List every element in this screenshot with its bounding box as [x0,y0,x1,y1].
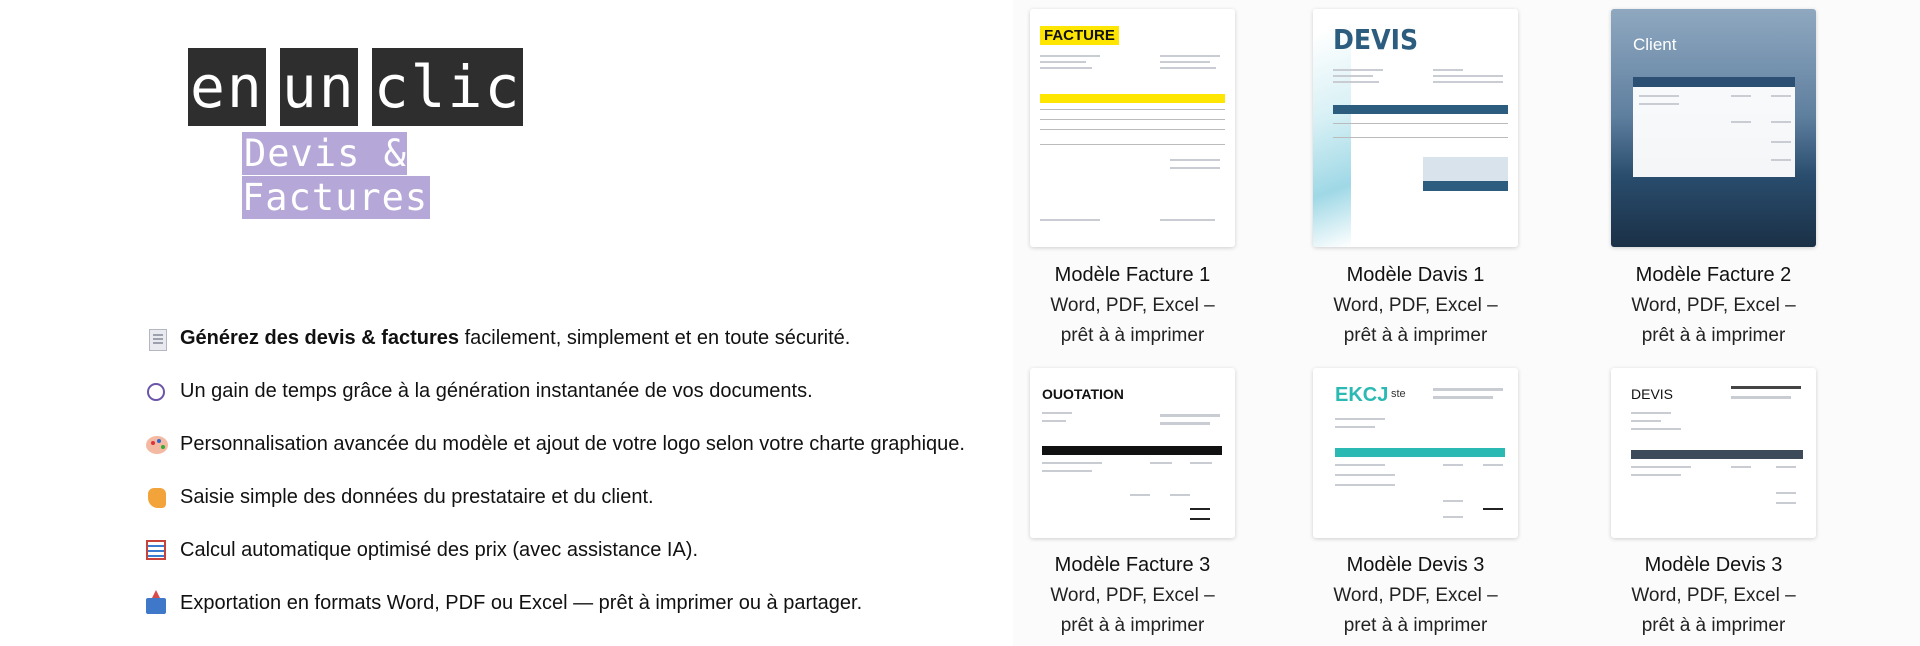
feature-text: Calcul automatique optimisé des prix (avec assistance IA). [180,539,699,561]
template-formats: Word, PDF, Excel – [1333,585,1498,606]
feature-item [146,577,1006,630]
raised-hand-icon [146,487,168,509]
logo-wordmark [188,48,523,126]
logo-subtitle: Devis & Factures [242,132,429,219]
thumbnail-title: Client [1633,35,1677,54]
logo-word-clic: clic [372,48,524,126]
template-thumbnail[interactable] [1313,368,1518,538]
template-thumbnail[interactable] [1611,368,1816,538]
thumbnail-title: EKCJ [1335,384,1389,406]
template-title[interactable]: Modèle Facture 1 [1054,264,1211,286]
feature-text: Un gain de temps grâce à la génération instantanée de vos documents. [180,380,813,402]
template-formats: Word, PDF, Excel – [1631,295,1796,316]
brand-logo [188,48,608,219]
palette-icon [146,434,168,456]
feature-item [146,418,1006,471]
template-thumbnail[interactable] [1030,368,1235,538]
template-title[interactable]: Modèle Devis 3 [1346,554,1485,576]
export-icon [146,593,168,615]
abacus-icon [146,540,168,562]
feature-text: Saisie simple des données du prestataire et du client. [180,486,654,508]
template-status: prêt à à imprimer [1641,615,1786,636]
feature-list [146,312,1006,630]
thumbnail-title: DEVIS [1333,23,1419,56]
logo-word-en: en [188,48,266,126]
template-status: prêt à à imprimer [1060,615,1205,636]
logo-subtitle-wrap [242,132,608,220]
template-formats: Word, PDF, Excel – [1050,295,1215,316]
feature-text: Exportation en formats Word, PDF ou Excel — prêt à imprimer ou à partager. [180,592,863,614]
thumbnail-title: DEVIS [1631,386,1674,402]
template-status: pret à à imprimer [1343,615,1488,636]
thumbnail-subtitle: ste [1391,388,1406,400]
template-thumbnail[interactable] [1611,9,1816,247]
template-status: prêt à à imprimer [1641,325,1786,346]
thumbnail-title: OUOTATION [1042,386,1124,402]
stopwatch-icon [146,381,168,403]
template-title[interactable]: Modèle Davis 1 [1346,264,1485,286]
template-thumbnail[interactable] [1313,9,1518,247]
feature-item [146,524,1006,577]
template-formats: Word, PDF, Excel – [1333,295,1498,316]
template-thumbnail[interactable] [1030,9,1235,247]
template-title[interactable]: Modèle Devis 3 [1644,554,1783,576]
template-title[interactable]: Modèle Facture 2 [1635,264,1792,286]
template-title[interactable]: Modèle Facture 3 [1054,554,1211,576]
document-icon [146,328,168,350]
template-formats: Word, PDF, Excel – [1050,585,1215,606]
template-grid [1013,0,1920,646]
logo-word-un: un [280,48,358,126]
feature-item [146,471,1006,524]
template-formats: Word, PDF, Excel – [1631,585,1796,606]
feature-item [146,365,1006,418]
template-status: prêt à à imprimer [1060,325,1205,346]
template-status: prêt à à imprimer [1343,325,1488,346]
thumbnail-title: FACTURE [1040,26,1119,45]
feature-item [146,312,1006,365]
feature-text: Personnalisation avancée du modèle et ajout de votre logo selon votre charte graphique. [180,433,965,455]
feature-text: Générez des devis & factures facilement, simplement et en toute sécurité. [180,327,851,349]
